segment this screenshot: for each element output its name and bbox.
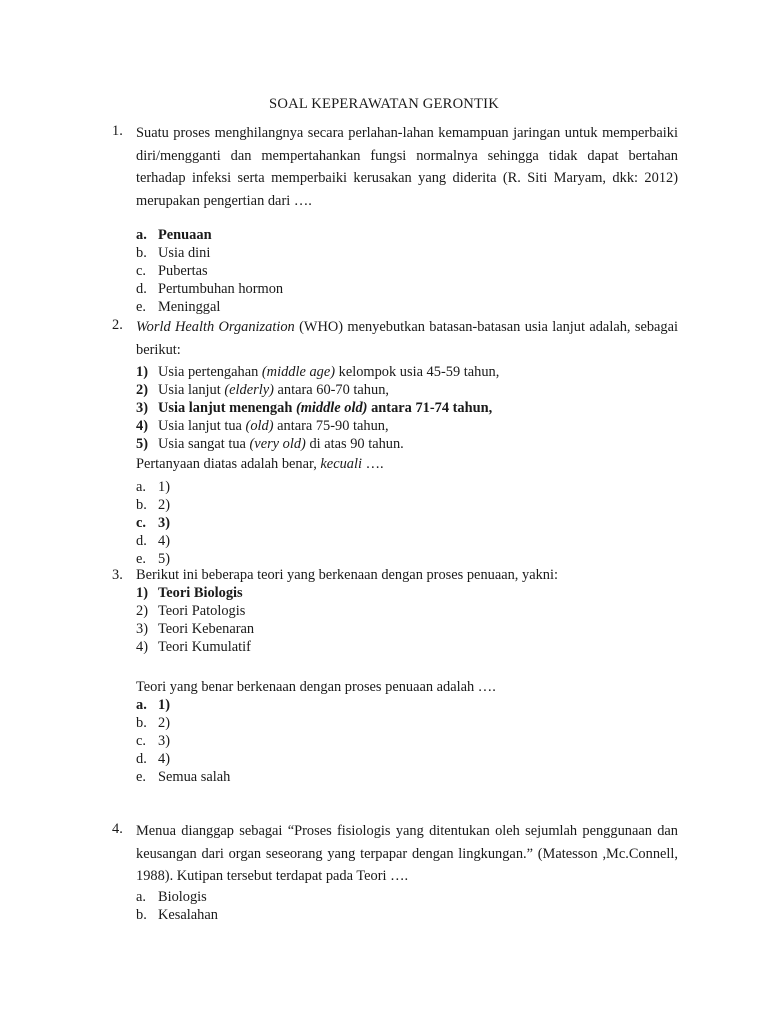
age-item-1: 1) Usia pertengahan (middle age) kelompok usia 45-59 tahun, bbox=[136, 364, 500, 380]
option-b: b. 2) bbox=[136, 715, 170, 731]
question-text: Suatu proses menghilangnya secara perlahan-lahan kemampuan jaringan untuk memperbaiki diri/mengganti dan mempertahankan fungsi normalnya sehingga tidak dapat bertahan terhadap infeksi serta memperbaiki kerusakan yang diderita (R. Siti Maryam, dkk: 2012) merupakan pengertian dari …. bbox=[136, 125, 678, 209]
option-b: b. Usia dini bbox=[136, 245, 211, 261]
question-number: 3. bbox=[112, 567, 123, 583]
theory-item-3: 3) Teori Kebenaran bbox=[136, 621, 255, 637]
question-number: 4. bbox=[112, 821, 123, 837]
option-d: d. 4) bbox=[136, 533, 170, 549]
option-a-answer: a. 1) bbox=[136, 697, 170, 713]
question-intro: World Health Organization (WHO) menyebutkan batasan-batasan usia lanjut adalah, sebagai berikut: bbox=[136, 319, 678, 358]
age-item-5: 5) Usia sangat tua (very old) di atas 90 tahun. bbox=[136, 436, 404, 452]
option-c: c. Pubertas bbox=[136, 263, 208, 279]
question-intro: Berikut ini beberapa teori yang berkenaan dengan proses penuaan, yakni: bbox=[136, 567, 558, 583]
theory-item-1-answer: 1) Teori Biologis bbox=[136, 585, 243, 601]
question-3 bbox=[112, 566, 678, 786]
question-4 bbox=[112, 820, 678, 924]
option-e: e. Semua salah bbox=[136, 769, 231, 785]
option-a: a. 1) bbox=[136, 479, 170, 495]
age-item-2: 2) Usia lanjut (elderly) antara 60-70 tahun, bbox=[136, 382, 389, 398]
option-c: c. 3) bbox=[136, 733, 170, 749]
question-text: Menua dianggap sebagai “Proses fisiologis yang ditentukan oleh sejumlah penggunaan dan keusangan dari organ seseorang yang terpapar dengan lingkungan.” (Matesson ,Mc.Connell, 1988). Kutipan tersebut terdapat pada Teori …. bbox=[136, 823, 678, 884]
option-c-answer: c. 3) bbox=[136, 515, 170, 531]
option-b: b. 2) bbox=[136, 497, 170, 513]
theory-item-4: 4) Teori Kumulatif bbox=[136, 639, 251, 655]
theory-item-2: 2) Teori Patologis bbox=[136, 603, 246, 619]
option-a-answer: a. Penuaan bbox=[136, 227, 212, 243]
document-title: SOAL KEPERAWATAN GERONTIK bbox=[269, 96, 499, 112]
option-d: d. 4) bbox=[136, 751, 170, 767]
question-2 bbox=[112, 316, 678, 568]
question-text: Teori yang benar berkenaan dengan proses penuaan adalah …. bbox=[136, 679, 496, 695]
option-e: e. Meninggal bbox=[136, 299, 221, 315]
question-number: 2. bbox=[112, 317, 123, 333]
age-item-3-answer: 3) Usia lanjut menengah (middle old) antara 71-74 tahun, bbox=[136, 400, 493, 416]
question-number: 1. bbox=[112, 123, 123, 139]
age-item-4: 4) Usia lanjut tua (old) antara 75-90 tahun, bbox=[136, 418, 389, 434]
option-a: a. Biologis bbox=[136, 888, 207, 905]
question-text: Pertanyaan diatas adalah benar, kecuali …. bbox=[136, 456, 384, 472]
option-b: b. Kesalahan bbox=[136, 906, 218, 923]
option-e: e. 5) bbox=[136, 551, 170, 567]
question-1 bbox=[112, 122, 678, 316]
option-d: d. Pertumbuhan hormon bbox=[136, 281, 284, 297]
